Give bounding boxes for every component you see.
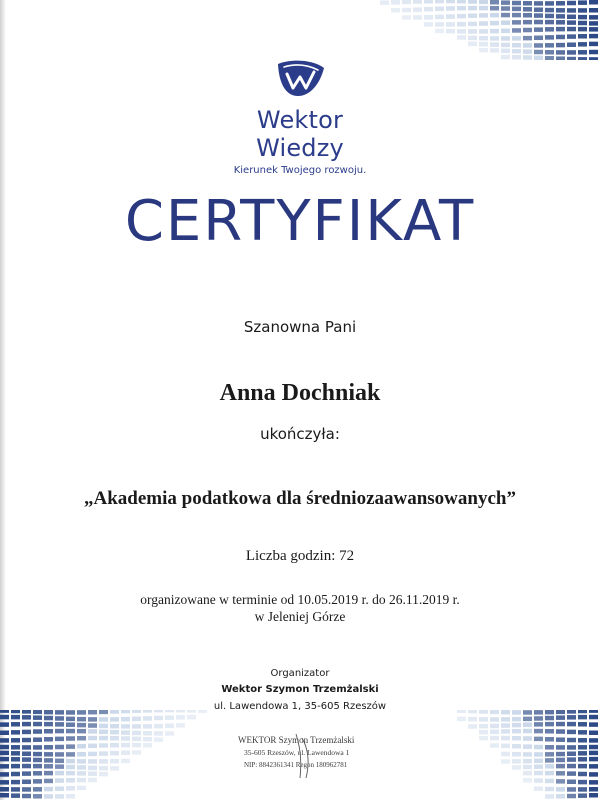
hours-count: Liczba godzin: 72 (245, 548, 355, 564)
recipient-name: Anna Dochniak (219, 380, 381, 406)
organizer-name: Wektor Szymon Trzemżalski (221, 684, 379, 695)
w-wave-logo-icon (274, 58, 326, 98)
company-stamp (238, 732, 356, 780)
decorative-wave-pattern-bottom-left (0, 710, 210, 800)
certificate-title: CERTYFIKAT (124, 189, 476, 254)
salutation: Szanowna Pani (243, 318, 357, 336)
brand-tagline: Kierunek Twojego rozwoju. (233, 165, 367, 176)
stamp-line-3: NIP: 8842361341 Regon 180962781 (244, 761, 348, 769)
course-dates: organizowane w terminie od 10.05.2019 r. do 26.11.2019 r. (140, 592, 460, 607)
stamp-line-1: WEKTOR Szymon Trzemżalski (238, 735, 355, 745)
brand-logo (210, 58, 390, 176)
course-place: w Jeleniej Górze (254, 609, 346, 624)
organizer-address: ul. Lawendowa 1, 35-605 Rzeszów (213, 701, 387, 712)
course-name: „Akademia podatkowa dla średniozaawansowanych” (84, 488, 516, 509)
stamp-line-2: 35-605 Rzeszów, ul. Lawendowa 1 (244, 748, 350, 757)
brand-name: Wektor Wiedzy (256, 106, 344, 162)
decorative-wave-pattern-top-right (380, 0, 600, 60)
decorative-wave-pattern-bottom-right (450, 710, 600, 800)
organizer-label: Organizator (270, 668, 330, 679)
completion-text: ukończyła: (260, 425, 340, 443)
